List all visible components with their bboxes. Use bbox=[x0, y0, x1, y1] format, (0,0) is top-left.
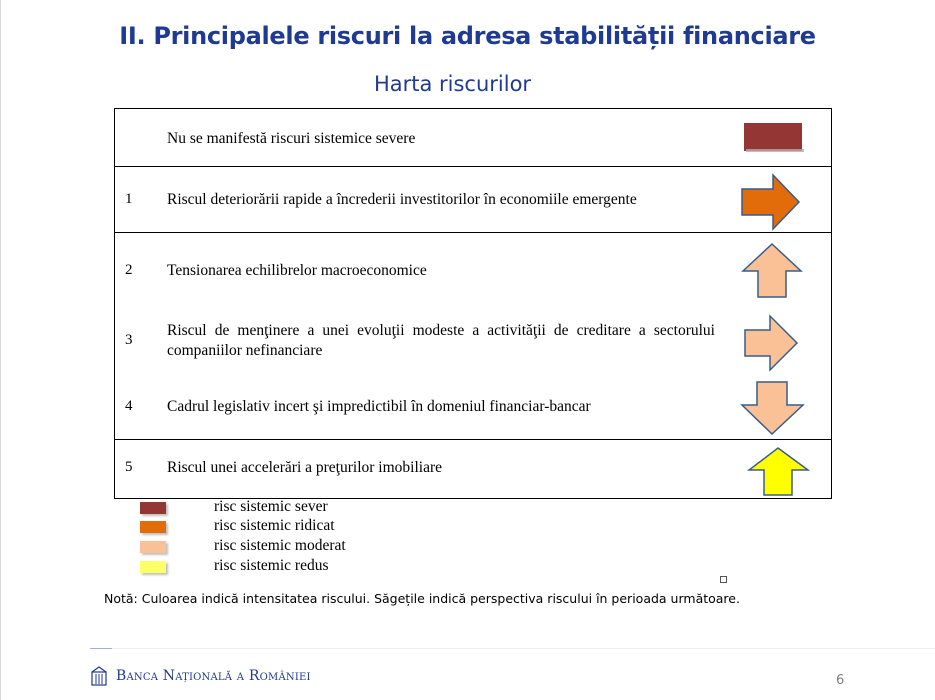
legend-swatch bbox=[140, 521, 166, 533]
legend-swatch bbox=[140, 541, 166, 553]
arrow-right-icon bbox=[739, 172, 803, 232]
risk-text: Nu se manifestă riscuri sistemice severe bbox=[167, 130, 416, 147]
arrow-up-icon bbox=[747, 446, 811, 498]
risk-map-table bbox=[114, 108, 832, 499]
footer-divider bbox=[112, 648, 935, 649]
legend-swatch bbox=[140, 502, 166, 514]
arrow-right-icon bbox=[743, 313, 801, 373]
legend-label: risc sistemic moderat bbox=[214, 537, 346, 554]
arrow-up-icon bbox=[741, 242, 805, 300]
footer-divider-accent bbox=[90, 648, 112, 649]
risk-text: Riscul unei accelerări a preţurilor imobiliare bbox=[167, 459, 443, 476]
slide-left-edge bbox=[0, 0, 1, 700]
bnr-logo-icon bbox=[90, 665, 108, 687]
risk-number: 2 bbox=[125, 262, 133, 278]
risk-number: 1 bbox=[125, 191, 133, 207]
legend-label: risc sistemic sever bbox=[214, 498, 328, 515]
table-divider bbox=[115, 439, 831, 440]
risk-text: Riscul deteriorării rapide a încrederii investitorilor în economiile emergente bbox=[167, 191, 637, 208]
legend-swatch bbox=[140, 561, 166, 573]
risk-number: 3 bbox=[125, 332, 133, 348]
footnote: Notă: Culoarea indică intensitatea riscului. Săgețile indică perspectiva riscului în perioada următoare. bbox=[104, 591, 740, 606]
arrow-down-icon bbox=[740, 380, 806, 436]
risk-text: Riscul de menţinere a unei evoluţii modeste a activităţii de creditare a sectorului companiilor nefinanciare bbox=[167, 322, 715, 359]
slide-subtitle: Harta riscurilor bbox=[373, 72, 532, 96]
severe-risk-square-icon bbox=[741, 120, 805, 154]
anchor-marker bbox=[720, 576, 727, 583]
legend-label: risc sistemic redus bbox=[214, 557, 329, 574]
table-divider bbox=[115, 232, 831, 233]
risk-text: Tensionarea echilibrelor macroeconomice bbox=[167, 262, 427, 279]
page-number: 6 bbox=[836, 673, 845, 688]
bank-name: Banca Națională a României bbox=[116, 668, 311, 684]
table-divider bbox=[115, 108, 831, 109]
risk-number: 4 bbox=[125, 398, 133, 414]
slide-title: II. Principalele riscuri la adresa stabilității financiare bbox=[119, 22, 816, 50]
table-divider bbox=[115, 166, 831, 167]
risk-text: Cadrul legislativ incert şi impredictibil în domeniul financiar-bancar bbox=[167, 398, 591, 415]
risk-number: 5 bbox=[125, 459, 133, 475]
legend-label: risc sistemic ridicat bbox=[214, 517, 335, 534]
